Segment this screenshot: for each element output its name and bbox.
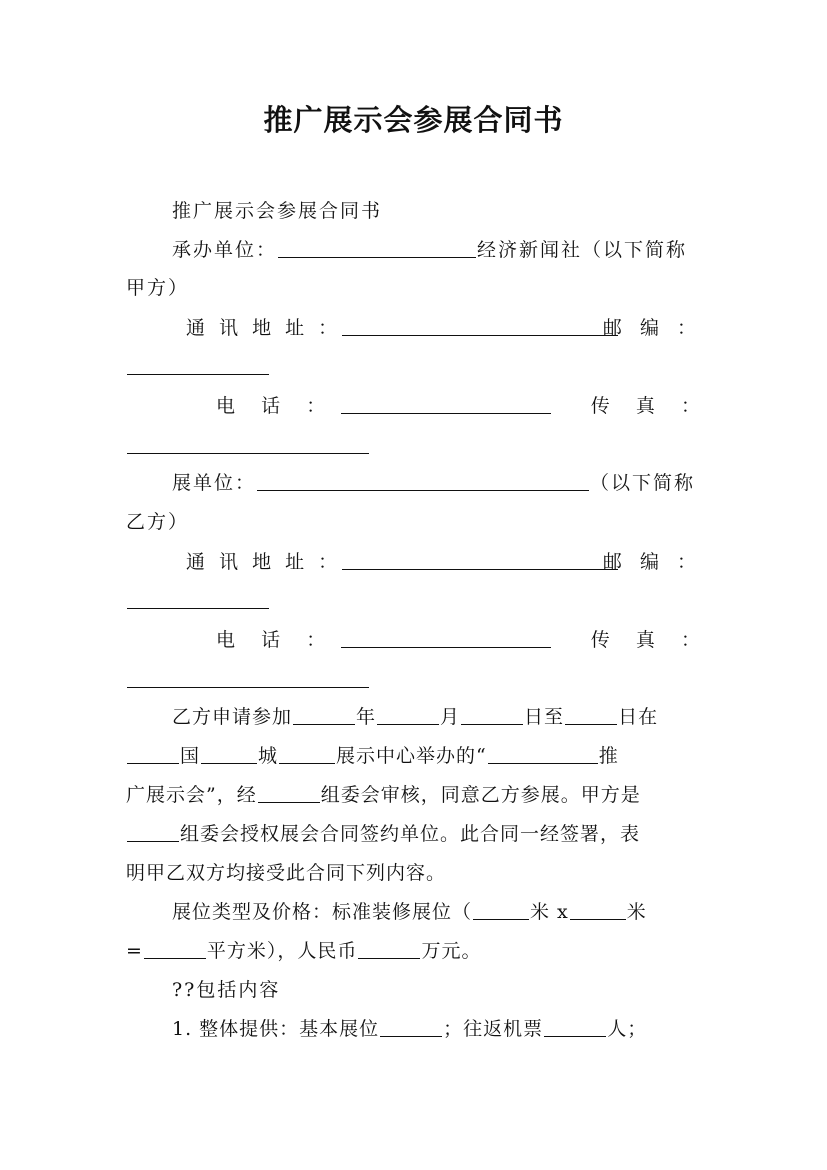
item1-text: 人； [607,1018,648,1040]
committee-blank-2[interactable] [127,821,179,842]
para2-text: 米 x [530,901,569,923]
para1-text: 年 [356,706,377,728]
price-blank[interactable] [358,938,420,959]
para1-text: 国 [180,745,201,767]
exhibitor-label: 展单位： [172,472,257,494]
para1-line4 [126,819,702,849]
exhibitor-name-blank[interactable] [257,470,589,491]
exhibitor-suffix: （以下简称 [590,472,696,494]
exhibitor-postcode-label: 邮 编 ： [602,551,702,573]
para2-text: 万元。 [421,940,482,962]
area-blank[interactable] [144,938,206,959]
organizer-address-label: 通 讯 地 址 ： [186,317,342,339]
para1-text: 乙方申请参加 [172,706,293,728]
organizer-fax-line [126,431,702,461]
exhibitor-fax-line [126,665,702,695]
organizer-address-blank[interactable] [342,315,618,336]
organizer-fax-blank[interactable] [127,433,369,454]
organizer-address-line [126,313,702,343]
year-blank[interactable] [293,704,355,725]
exhibitor-phone-line [126,625,702,655]
exhibitor-continuation: 乙方） [126,511,190,533]
item1-line [126,1014,702,1044]
item1-text: 1. 整体提供：基本展位 [172,1018,380,1040]
para2-text: 展位类型及价格：标准装修展位（ [172,901,473,923]
organizer-postcode-line [126,352,702,382]
para1-text: 组委会授权展会合同签约单位。此合同一经签署，表 [180,823,641,845]
organizer-continuation: 甲方） [126,277,190,299]
start-day-blank[interactable] [461,704,523,725]
exhibitor-address-line [126,547,702,577]
city-blank[interactable] [201,743,257,764]
para1-text: 日至 [524,706,565,728]
para1-line5: 明甲乙双方均接受此合同下列内容。 [126,862,447,884]
para1-text: 广展示会”，经 [126,784,257,806]
fair-name-blank[interactable] [488,743,598,764]
booth-length-blank[interactable] [473,899,529,920]
exhibitor-phone-label: 电 话 ： [216,629,328,651]
end-day-blank[interactable] [565,704,617,725]
organizer-phone-label: 电 话 ： [216,395,328,417]
para1-text: 推 [598,745,619,767]
exhibitor-fax-blank[interactable] [127,667,369,688]
para1-line2 [126,741,702,771]
exhibitor-phone-blank[interactable] [341,627,551,648]
para2-line1 [126,897,702,927]
exhibitor-address-label: 通 讯 地 址 ： [186,551,342,573]
booth-width-blank[interactable] [570,899,626,920]
heading-line: 推广展示会参展合同书 [172,200,383,222]
basic-booth-blank[interactable] [380,1016,442,1037]
exhibitor-postcode-blank[interactable] [127,588,269,609]
para2-text: 米 [626,901,647,923]
venue-blank[interactable] [279,743,335,764]
month-blank[interactable] [377,704,439,725]
para1-text: 城 [258,745,279,767]
organizer-postcode-label: 邮 编 ： [602,317,702,339]
exhibitor-address-blank[interactable] [342,549,618,570]
item1-text: ；往返机票 [443,1018,544,1040]
organizer-name-blank[interactable] [278,237,476,258]
document-title: 推广展示会参展合同书 [263,103,564,137]
organizer-fax-label: 传 真 ： [590,395,702,417]
organizer-phone-blank[interactable] [341,393,551,414]
country-blank[interactable] [127,743,179,764]
para2-text: = [126,940,143,962]
para1-text: 组委会审核，同意乙方参展。甲方是 [320,784,641,806]
organizer-postcode-blank[interactable] [127,354,269,375]
organizer-phone-line [126,391,702,421]
para1-text: 展示中心举办的“ [336,745,487,767]
para1-text: 月 [440,706,461,728]
exhibitor-postcode-line [126,586,702,616]
committee-blank[interactable] [258,782,320,803]
includes-heading: ??包括内容 [172,979,281,1001]
para1-text: 日在 [618,706,659,728]
organizer-line [126,235,702,265]
tickets-blank[interactable] [544,1016,606,1037]
para2-text: 平方米），人民币 [206,940,358,962]
exhibitor-fax-label: 传 真 ： [590,629,702,651]
para1-line1 [126,702,702,732]
para1-line3 [126,780,702,810]
organizer-label: 承办单位： [172,239,278,261]
exhibitor-line [126,468,702,498]
para2-line2 [126,936,702,966]
organizer-suffix: 经济新闻社（以下简称 [477,239,688,261]
